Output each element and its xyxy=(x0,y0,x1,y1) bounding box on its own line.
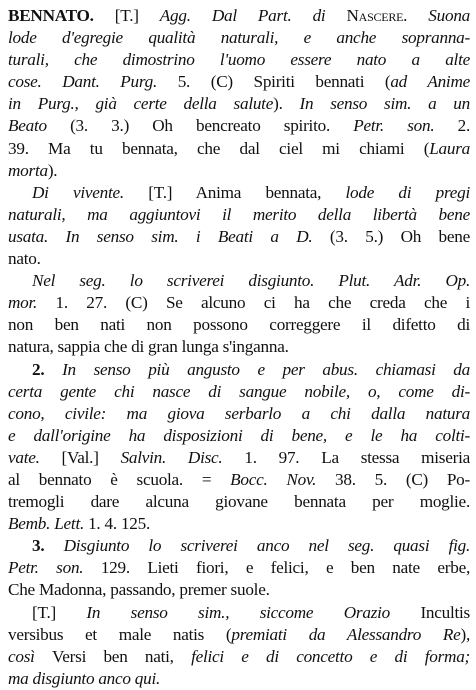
text-run: BENNATO. xyxy=(8,6,115,25)
text-line xyxy=(8,336,470,358)
text-run: Che Madonna, passando, premer suole. xyxy=(8,580,270,600)
text-run: 1. 97. La stessa miseria xyxy=(244,447,470,467)
text-run: Petr. son. xyxy=(353,116,458,136)
text-run: (3. 5.) Oh bene xyxy=(329,226,470,246)
text-line xyxy=(8,115,470,137)
text-run: ). xyxy=(47,160,58,180)
text-run: [Val.] xyxy=(61,447,121,467)
text-run: Nel seg. lo scriverei disgiunto. Plut. Adr. Op. xyxy=(32,271,470,291)
text-run: 2. xyxy=(32,359,63,379)
text-line xyxy=(8,425,470,447)
text-line xyxy=(8,160,470,182)
text-line xyxy=(8,27,470,49)
text-line xyxy=(8,668,470,690)
text-line xyxy=(8,579,470,601)
text-run: così xyxy=(8,646,53,666)
text-line xyxy=(8,403,470,425)
text-line xyxy=(8,226,470,248)
text-line xyxy=(8,182,470,204)
text-run: Agg. Dal Part. di xyxy=(159,6,347,25)
text-run: Laura xyxy=(429,138,470,158)
text-run: naturali, ma aggiuntovi il merito della libertà bene xyxy=(8,204,470,224)
text-line xyxy=(8,248,470,270)
text-run: nato. xyxy=(8,249,41,269)
text-run: in Purg., già certe della salute xyxy=(8,94,274,114)
text-run: Bocc. Nov. xyxy=(230,469,335,489)
text-run: morta xyxy=(8,160,48,180)
text-run: ). xyxy=(273,94,300,114)
text-line xyxy=(8,49,470,71)
text-run: cono, civile: ma giova serbarlo a chi dalla natura xyxy=(8,403,470,423)
text-run: In senso sim. a un xyxy=(299,94,470,114)
text-run: usata. In senso sim. i Beati a D. xyxy=(8,226,330,246)
text-run: ), xyxy=(460,624,470,644)
text-run: Salvin. Disc. xyxy=(120,447,245,467)
text-line xyxy=(8,624,470,646)
text-run: In senso più angusto e per abus. chiamasi da xyxy=(62,359,470,379)
text-run: cose. Dant. Purg. xyxy=(8,72,178,92)
text-run: versibus et male natis ( xyxy=(8,624,232,644)
text-run: [T.] xyxy=(114,6,160,25)
text-run: 2. xyxy=(457,116,470,136)
text-run: (3. 3.) Oh bencreato spirito. xyxy=(70,116,354,136)
text-run: 38. 5. (C) Po- xyxy=(335,469,470,489)
text-line xyxy=(8,314,470,336)
text-run: tremogli dare alcuna giovane bennata per moglie. xyxy=(8,492,470,512)
text-run: [T.] Anima bennata, xyxy=(148,182,346,202)
text-run: 1. 4. 125. xyxy=(88,514,151,534)
text-run: Incultis xyxy=(420,602,470,622)
text-line xyxy=(8,469,470,491)
text-run: mor. xyxy=(8,293,56,313)
sense-3 xyxy=(8,535,470,601)
text-run: . xyxy=(403,6,429,25)
text-line xyxy=(8,138,470,160)
text-run: Versi ben nati, xyxy=(52,646,192,666)
text-run: ad Anime xyxy=(390,72,470,92)
text-run: al bennato è scuola. = xyxy=(8,469,231,489)
text-run: certa gente chi nasce di sangue nobile, o, come di- xyxy=(8,381,470,401)
text-run: e dall'origine ha disposizioni di bene, e le ha colti- xyxy=(8,425,470,445)
text-run: 1. 27. (C) Se alcuno ci ha che creda che i xyxy=(55,293,470,313)
text-run: Suona xyxy=(428,6,470,25)
text-run: felici e di concetto e di forma; xyxy=(191,646,470,666)
text-run: 129. Lieti fiori, e felici, e ben nate erbe, xyxy=(100,558,470,578)
text-line xyxy=(8,204,470,226)
text-run: ma disgiunto anco qui. xyxy=(8,668,161,688)
text-line xyxy=(8,646,470,668)
text-run: [T.] xyxy=(32,602,87,622)
text-line xyxy=(8,5,470,27)
text-line xyxy=(8,270,470,292)
sense-2 xyxy=(8,359,470,536)
text-run: 5. (C) Spiriti bennati ( xyxy=(177,72,391,92)
text-line xyxy=(8,535,470,557)
text-line xyxy=(8,359,470,381)
text-run: Disgiunto lo scriverei anco nel seg. quasi fig. xyxy=(63,536,470,556)
entry-definition xyxy=(8,5,470,182)
text-line xyxy=(8,557,470,579)
text-run: lode d'egregie qualità naturali, e anche sopranna- xyxy=(8,28,470,48)
text-run: non ben nati non possono correggere il difetto di xyxy=(8,315,470,335)
text-run: In senso sim., siccome Orazio xyxy=(86,602,421,622)
text-run: vate. xyxy=(8,447,62,467)
text-line xyxy=(8,71,470,93)
paragraph-disgiunto xyxy=(8,270,470,358)
text-line xyxy=(8,513,470,535)
text-run: natura, sappia che di gran lunga s'inganna. xyxy=(8,337,289,357)
text-run: 3. xyxy=(32,536,64,556)
text-line xyxy=(8,292,470,314)
text-run: Beato xyxy=(8,116,71,136)
text-run: turali, che dimostrino l'uomo essere nato a alte xyxy=(8,50,470,70)
text-line xyxy=(8,381,470,403)
paragraph-di-vivente xyxy=(8,182,470,270)
text-run: 39. Ma tu bennata, che dal ciel mi chiami ( xyxy=(8,138,430,158)
text-line xyxy=(8,93,470,115)
text-run: lode di pregi xyxy=(345,182,470,202)
text-run: Nascere xyxy=(346,6,404,25)
text-line xyxy=(8,447,470,469)
text-run: Bemb. Lett. xyxy=(8,514,89,534)
text-line xyxy=(8,602,470,624)
paragraph-orazio xyxy=(8,602,470,690)
text-run: premiati da Alessandro Re xyxy=(231,624,461,644)
text-line xyxy=(8,491,470,513)
text-run: Di vivente. xyxy=(32,182,149,202)
text-run: Petr. son. xyxy=(8,558,101,578)
